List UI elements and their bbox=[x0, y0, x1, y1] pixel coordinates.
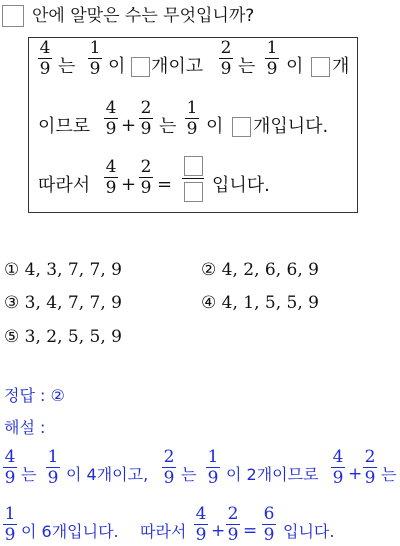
option-4[interactable] bbox=[201, 293, 319, 313]
text: 는 bbox=[21, 465, 37, 484]
option-number: ③ bbox=[4, 293, 20, 313]
option-3[interactable] bbox=[4, 293, 122, 313]
text: 는 bbox=[181, 465, 197, 484]
fraction: 2 9 bbox=[364, 447, 376, 488]
fraction: 1 9 bbox=[266, 38, 278, 79]
option-number: ④ bbox=[201, 293, 217, 313]
option-2[interactable] bbox=[201, 260, 319, 280]
text: 이 bbox=[108, 56, 126, 77]
text: 개이고 bbox=[151, 56, 204, 77]
option-1[interactable] bbox=[4, 260, 122, 280]
fraction: 2 9 bbox=[163, 447, 175, 488]
text: 개입니다. bbox=[253, 116, 329, 137]
explanation-label: 해설 : bbox=[4, 418, 46, 437]
plus-sign: + bbox=[211, 521, 226, 541]
answer-label: 정답 : ② bbox=[4, 386, 65, 405]
prompt-text: 안에 알맞은 수는 무엇입니까? bbox=[32, 6, 255, 26]
answer-blank-box bbox=[311, 57, 330, 77]
option-text: 4, 2, 6, 6, 9 bbox=[221, 260, 319, 280]
answer-blank-box bbox=[232, 117, 251, 137]
answer-blank-box bbox=[184, 182, 203, 202]
fraction: 2 9 bbox=[227, 504, 239, 545]
text: 는 bbox=[381, 465, 397, 484]
fraction: 4 9 bbox=[4, 447, 16, 488]
text: 이 bbox=[286, 56, 304, 77]
plus-sign: + bbox=[121, 115, 137, 136]
fraction-bar bbox=[182, 178, 204, 179]
text: 이 6개입니다. bbox=[21, 522, 119, 541]
fraction: 1 9 bbox=[207, 447, 219, 488]
text: 이 4개이고, bbox=[66, 465, 149, 484]
text: 는 bbox=[159, 116, 177, 137]
option-text: 4, 3, 7, 7, 9 bbox=[24, 260, 122, 280]
text: 따라서 bbox=[140, 522, 187, 541]
option-5[interactable] bbox=[4, 327, 122, 347]
option-text: 4, 1, 5, 5, 9 bbox=[221, 293, 319, 313]
option-number: ① bbox=[4, 260, 20, 280]
plus-sign: + bbox=[121, 174, 137, 195]
fraction: 2 9 bbox=[140, 157, 152, 198]
fraction: 1 9 bbox=[47, 447, 59, 488]
text: 개 bbox=[332, 56, 350, 77]
option-text: 3, 4, 7, 7, 9 bbox=[24, 293, 122, 313]
fraction: 1 9 bbox=[89, 38, 101, 79]
text: 는 bbox=[238, 56, 256, 77]
option-number: ② bbox=[201, 260, 217, 280]
answer-blank-box bbox=[184, 156, 203, 176]
text: 입니다. bbox=[283, 522, 335, 541]
fraction: 4 9 bbox=[105, 98, 117, 139]
text: 이 bbox=[206, 116, 224, 137]
answer-blank-box bbox=[131, 57, 150, 77]
text: 는 bbox=[58, 56, 76, 77]
fraction: 4 9 bbox=[332, 447, 344, 488]
fraction: 4 9 bbox=[105, 157, 117, 198]
fraction: 1 9 bbox=[186, 98, 198, 139]
fraction: 1 9 bbox=[4, 504, 16, 545]
text: 따라서 bbox=[38, 175, 91, 196]
fraction: 2 9 bbox=[140, 98, 152, 139]
equals-sign: = bbox=[157, 174, 173, 195]
equals-sign: = bbox=[243, 521, 258, 541]
text: 이므로 bbox=[38, 116, 91, 137]
fraction: 4 9 bbox=[195, 504, 207, 545]
fraction: 6 9 bbox=[263, 504, 275, 545]
option-number: ⑤ bbox=[4, 327, 20, 347]
plus-sign: + bbox=[348, 464, 363, 484]
text: 이 2개이므로 bbox=[226, 465, 319, 484]
fraction: 4 9 bbox=[39, 38, 51, 79]
option-text: 3, 2, 5, 5, 9 bbox=[24, 327, 122, 347]
text: 입니다. bbox=[212, 175, 270, 196]
prompt-blank-box bbox=[2, 5, 24, 27]
fraction: 2 9 bbox=[220, 38, 232, 79]
